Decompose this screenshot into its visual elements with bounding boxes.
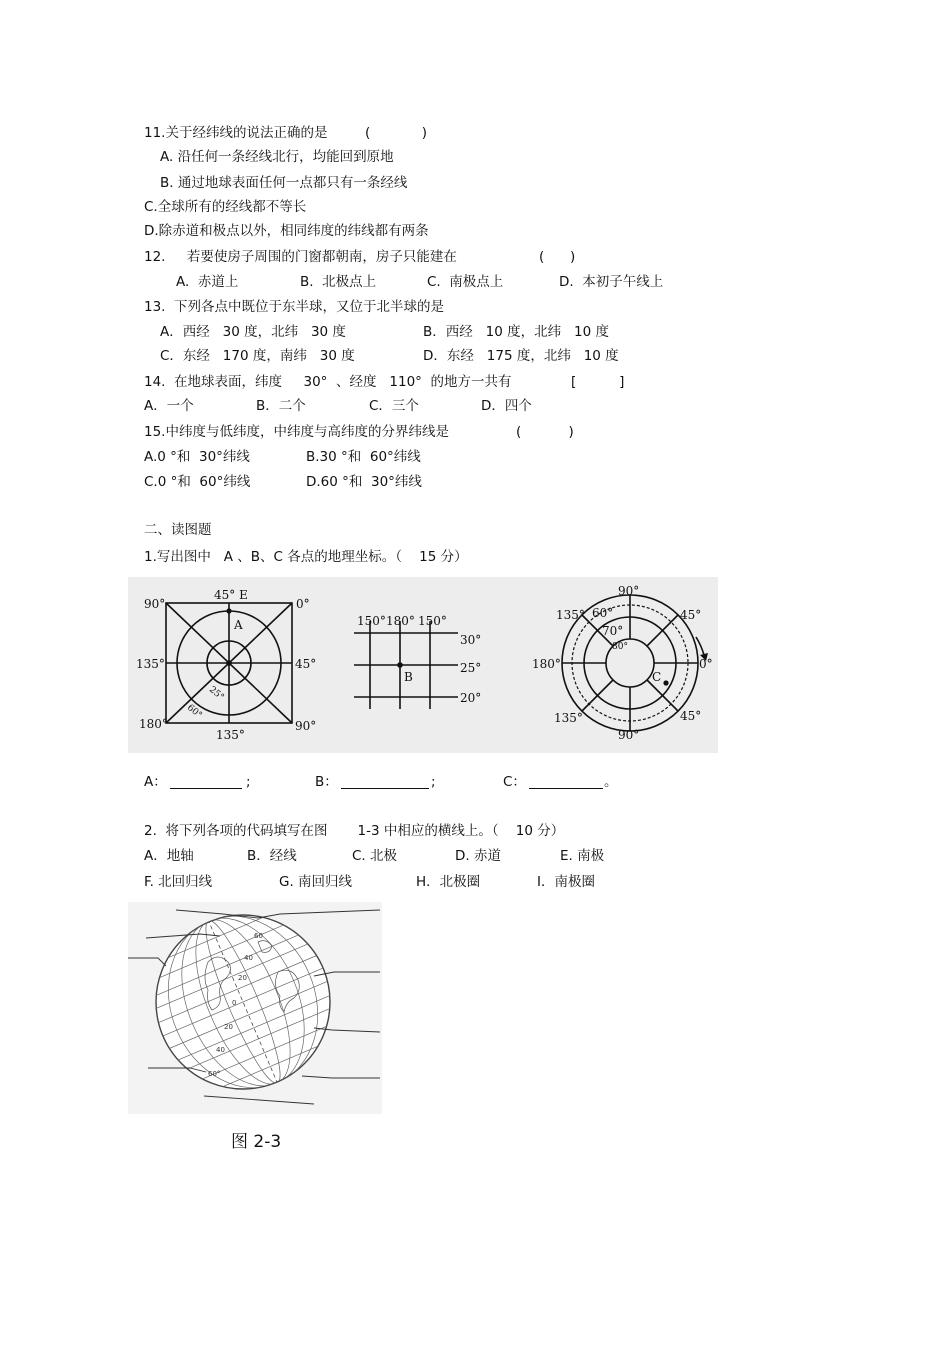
sq-label-top: 45° E	[214, 588, 248, 602]
q14-option-d: D．四个	[481, 398, 532, 414]
polar-label-bottom: 90°	[618, 728, 640, 742]
polar-label-ll: 135°	[554, 711, 583, 725]
grid-lat-1: 30°	[460, 633, 482, 647]
grid-lat-3: 20°	[460, 691, 482, 705]
answer-a-label: A：	[144, 774, 167, 790]
q15-option-c: C.0 °和 60°纬线	[144, 474, 251, 490]
q15-option-d: D.60 °和 30°纬线	[306, 474, 422, 490]
answer-b-label: B：	[315, 774, 338, 790]
q11-answer-paren[interactable]: ( )	[365, 125, 428, 141]
polar-label-70: 70°	[602, 624, 624, 638]
globe-lat-60s: 60°	[208, 1070, 221, 1078]
r2-option-i: I．南极圈	[537, 874, 595, 890]
answer-b-blank[interactable]	[341, 775, 429, 789]
point-c-label: C	[652, 670, 662, 684]
q14-option-c: C．三个	[369, 398, 419, 414]
point-b-label: B	[404, 670, 413, 684]
answer-c-end: 。	[604, 774, 618, 790]
r2-option-f: F. 北回归线	[144, 874, 213, 890]
lat-25-label: 25°	[206, 684, 226, 703]
r2-option-c: C. 北极	[352, 848, 398, 864]
section-title: 二、读图题	[144, 522, 212, 538]
polar-label-ul: 135°	[556, 608, 585, 622]
r1-stem: 1.写出图中 A 、B、C 各点的地理坐标。（ 15 分）	[144, 549, 468, 565]
polar-label-top: 90°	[618, 584, 640, 598]
globe-lat-40s: 40	[216, 1046, 225, 1054]
answer-a-separator: ;	[246, 774, 251, 790]
q13-stem: 13. 下列各点中既位于东半球，又位于北半球的是	[144, 299, 445, 315]
sq-label-bl: 180°	[139, 717, 168, 731]
q11-option-a: A. 沿任何一条经线北行，均能回到原地	[160, 149, 394, 165]
r2-stem: 2. 将下列各项的代码填写在图 1-3 中相应的横线上。（ 10 分）	[144, 823, 565, 839]
q12-stem: 12. 若要使房子周围的门窗都朝南，房子只能建在	[144, 249, 457, 265]
sq-label-tl: 90°	[144, 597, 166, 611]
globe-lat-20n: 20	[238, 974, 247, 982]
globe-lat-20s: 20	[224, 1023, 233, 1031]
q13-option-d: D．东经 175 度，北纬 10 度	[423, 348, 619, 364]
q11-option-d: D.除赤道和极点以外，相同纬度的纬线都有两条	[144, 223, 429, 239]
q15-answer-paren[interactable]: ( )	[516, 424, 574, 440]
sq-label-bottom: 135°	[216, 728, 245, 742]
grid-lon-2: 180°	[386, 614, 415, 628]
figure-globe	[128, 902, 382, 1114]
figure-coordinate-maps	[128, 577, 718, 753]
polar-label-60: 60°	[592, 606, 614, 620]
grid-lon-1: 150°	[357, 614, 386, 628]
q13-option-c: C．东经 170 度，南纬 30 度	[160, 348, 355, 364]
lat-60-label: 60°	[184, 702, 204, 721]
point-b-dot	[397, 662, 403, 668]
point-a-label: A	[234, 618, 243, 632]
sq-label-tr: 0°	[296, 597, 310, 611]
q11-stem: 11.关于经纬线的说法正确的是	[144, 125, 328, 141]
q15-stem: 15.中纬度与低纬度，中纬度与高纬度的分界纬线是	[144, 424, 449, 440]
q14-answer-bracket[interactable]: [ ]	[571, 374, 625, 390]
q12-option-c: C. 南极点上	[427, 274, 504, 290]
r2-option-h: H．北极圈	[416, 874, 481, 890]
q12-answer-paren[interactable]: ( )	[539, 249, 576, 265]
r2-option-d: D. 赤道	[455, 848, 501, 864]
answer-a-blank[interactable]	[170, 775, 242, 789]
sq-label-mr: 45°	[295, 657, 317, 671]
q15-option-a: A.0 °和 30°纬线	[144, 449, 250, 465]
globe-lat-60n: 60	[254, 932, 263, 940]
q12-option-a: A. 赤道上	[176, 274, 239, 290]
q14-option-a: A．一个	[144, 398, 194, 414]
q11-option-b: B. 通过地球表面任何一点都只有一条经线	[160, 175, 408, 191]
r2-option-e: E. 南极	[560, 848, 605, 864]
q15-option-b: B.30 °和 60°纬线	[306, 449, 421, 465]
pole-dot	[226, 660, 232, 666]
figure-caption: 图 2-3	[231, 1132, 282, 1152]
answer-c-blank[interactable]	[529, 775, 603, 789]
polar-label-left: 180°	[532, 657, 561, 671]
polar-label-ur: 45°	[680, 608, 702, 622]
grid-lat-2: 25°	[460, 661, 482, 675]
point-c-dot	[663, 680, 668, 685]
q13-option-b: B．西经 10 度，北纬 10 度	[423, 324, 609, 340]
polar-label-right: 0°	[699, 657, 713, 671]
globe-lat-0: 0	[232, 999, 237, 1007]
r2-option-g: G. 南回归线	[279, 874, 353, 890]
answer-b-separator: ;	[431, 774, 436, 790]
q14-stem: 14. 在地球表面，纬度 30° 、经度 110° 的地方一共有	[144, 374, 512, 390]
q11-option-c: C.全球所有的经线都不等长	[144, 199, 307, 215]
polar-label-80: 80°	[612, 642, 628, 652]
polar-label-lr: 45°	[680, 709, 702, 723]
point-a-dot	[226, 608, 231, 613]
q12-option-d: D. 本初子午线上	[559, 274, 664, 290]
sq-label-br: 90°	[295, 719, 317, 733]
q12-option-b: B. 北极点上	[300, 274, 377, 290]
sq-label-ml: 135°	[136, 657, 165, 671]
q14-option-b: B．二个	[256, 398, 306, 414]
r2-option-a: A．地轴	[144, 848, 194, 864]
q13-option-a: A．西经 30 度，北纬 30 度	[160, 324, 346, 340]
r2-option-b: B．经线	[247, 848, 297, 864]
grid-lon-3: 150°	[418, 614, 447, 628]
globe-lat-40n: 40	[244, 954, 253, 962]
answer-c-label: C：	[503, 774, 526, 790]
